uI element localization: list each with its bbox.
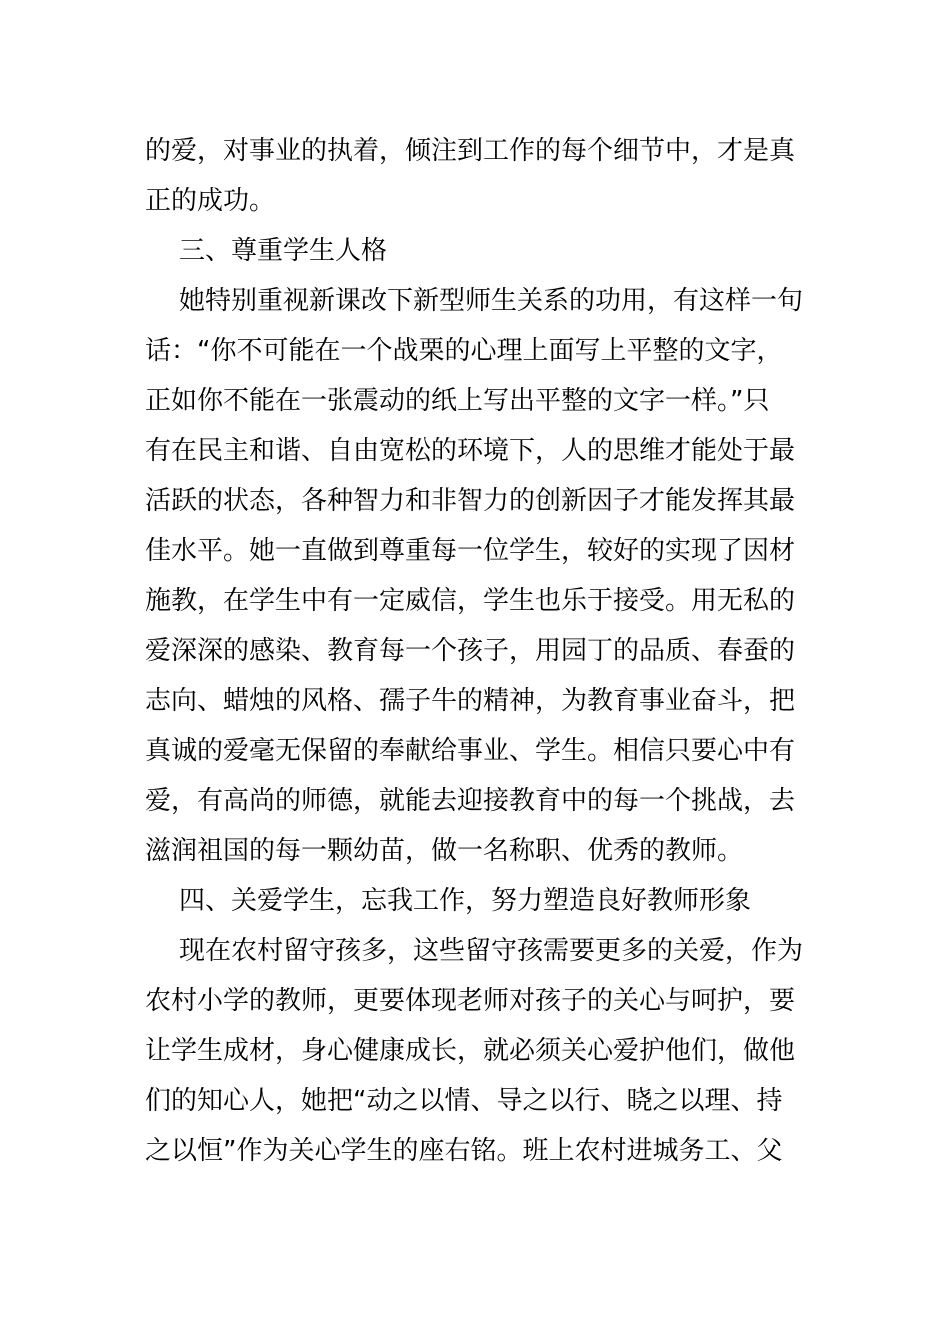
text-line: 让学生成材，身心健康成长，就必须关心爱护他们，做他 [145,1036,796,1066]
text-line: 的爱，对事业的执着，倾注到工作的每个细节中，才是真 [145,136,796,166]
text-line: 志向、蜡烛的风格、孺子牛的精神，为教育事业奋斗，把 [145,686,796,716]
text-line: 真诚的爱毫无保留的奉献给事业、学生。相信只要心中有 [145,736,796,766]
section-heading: 四、关爱学生，忘我工作，努力塑造良好教师形象 [179,886,752,916]
text-line: 正的成功。 [145,186,276,216]
text-line: 们的知心人，她把“动之以情、导之以行、晓之以理、持 [145,1086,783,1116]
text-line: 佳水平。她一直做到尊重每一位学生，较好的实现了因材 [145,536,796,566]
text-line: 施教，在学生中有一定威信，学生也乐于接受。用无私的 [145,586,796,616]
text-line: 爱深深的感染、教育每一个孩子，用园丁的品质、春蚕的 [145,636,796,666]
text-line: 现在农村留守孩多，这些留守孩需要更多的关爱，作为 [179,936,804,966]
text-line: 正如你不能在一张震动的纸上写出平整的文字一样。”只 [145,386,770,416]
text-line: 之以恒”作为关心学生的座右铭。班上农村进城务工、父 [145,1136,783,1166]
text-line: 滋润祖国的每一颗幼苗，做一名称职、优秀的教师。 [145,836,744,866]
text-line: 有在民主和谐、自由宽松的环境下，人的思维才能处于最 [145,436,796,466]
text-line: 农村小学的教师，更要体现老师对孩子的关心与呵护，要 [145,986,796,1016]
text-line: 话：“你不可能在一个战栗的心理上面写上平整的文字， [145,336,783,366]
section-heading: 三、尊重学生人格 [179,236,388,266]
body-text [145,126,804,1176]
text-line: 爱，有高尚的师德，就能去迎接教育中的每一个挑战，去 [145,786,796,816]
text-line: 她特别重视新课改下新型师生关系的功用，有这样一句 [179,286,804,316]
text-line: 活跃的状态，各种智力和非智力的创新因子才能发挥其最 [145,486,796,516]
